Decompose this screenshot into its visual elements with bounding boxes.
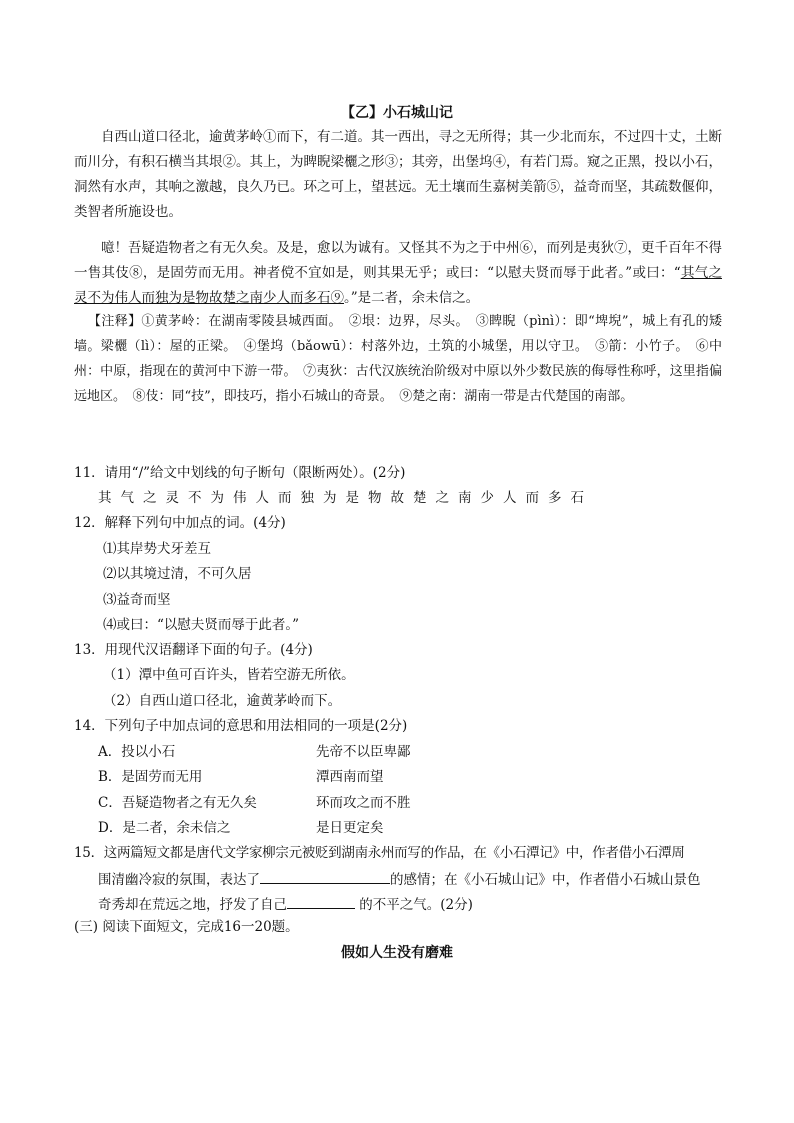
- question-14-option-c: C．吾疑造物者之有无久矣: [98, 795, 257, 811]
- question-15-line-2: [98, 869, 701, 889]
- question-11-sentence: 其气之灵不为伟人而独为是物故楚之南少人而多石: [98, 490, 593, 506]
- question-14-option-b-compare: 潭西南而望: [316, 769, 384, 785]
- question-12-item-4: ⑷或曰：“以慰夫贤而辱于此者。”: [103, 617, 300, 633]
- question-14-option-a-compare: 先帝不以臣卑鄙: [316, 744, 411, 760]
- underlined-sentence: 其气之灵不为伟人而独为是物故楚之南少人而多石⑨: [74, 265, 722, 306]
- question-12-item-1: ⑴其岸势犬牙差互: [103, 541, 211, 557]
- question-13-item-2: （2）自西山道口径北，逾黄茅岭而下。: [103, 693, 342, 709]
- question-15-line-1: 15．这两篇短文都是唐代文学家柳宗元被贬到湖南永州而写的作品，在《小石潭记》中，作者借小石潭周: [74, 845, 685, 861]
- q15-line3-a: 奇秀却在荒远之地，抒发了自己: [98, 897, 287, 913]
- question-13-item-1: （1）潭中鱼可百许头，皆若空游无所依。: [103, 667, 355, 683]
- q15-line2-a: 围清幽冷寂的氛围，表达了: [98, 872, 260, 888]
- passage-title: 【乙】小石城山记: [341, 105, 453, 121]
- q15-line2-b: 的感情；在《小石城山记》中，作者借小石城山景色: [390, 872, 701, 888]
- question-12-item-3: ⑶益奇而坚: [103, 592, 171, 608]
- question-11-stem: 11．请用“/”给文中划线的句子断句（限断两处）。(2分): [74, 465, 406, 481]
- q15-line3-b: 的不平之气。(2分): [355, 897, 473, 913]
- question-14-option-a: A．投以小石: [98, 744, 176, 760]
- question-12-stem: 12．解释下列句中加点的词。(4分): [74, 515, 286, 531]
- paragraph-2-text-b: 。”是二者，余未信之。: [344, 290, 480, 306]
- passage-paragraph-1: 自西山道口径北，逾黄茅岭①而下，有二道。其一西出，寻之无所得；其一少北而东，不过四十丈，土断而川分，有积石横当其垠②。其上，为睥睨梁欐之形③；其旁，出堡坞④，有若门焉。窥之正黑，投以小石，洞然有水声，其响之激越，良久乃已。环之可上，望甚远。无土壤而生嘉树美箭⑤，益奇而坚，其疏数偃仰，类智者所施设也。: [74, 129, 722, 220]
- answer-blank-1[interactable]: [260, 869, 390, 884]
- question-14-option-d-compare: 是日更定矣: [316, 820, 384, 836]
- annotations: 【注释】①黄茅岭：在湖南零陵县城西面。 ②垠：边界，尽头。 ③睥睨（pìnì）：即“埤堄”，城上有孔的矮墙。梁欐（lì）：屋的正梁。 ④堡坞（bǎowū）：村落外边，土筑的小城堡，用以守卫。 ⑤箭：小竹子。 ⑥中州：中原，指现在的黄河中下游一带。 ⑦夷狄：古代汉族统治阶级对中原以外少数民族的侮辱性称呼，这里指偏远地区。 ⑧伎：同“技”，即技巧，指小石城山的奇景。 ⑨楚之南：湖南一带是古代楚国的南部。: [74, 314, 722, 404]
- question-14-option-c-compare: 环而攻之而不胜: [316, 795, 411, 811]
- question-14-option-b: B．是固劳而无用: [98, 769, 203, 785]
- question-15-line-3: [98, 894, 473, 914]
- question-13-stem: 13．用现代汉语翻译下面的句子。(4分): [74, 642, 313, 658]
- section-3-heading: (三) 阅读下面短文，完成16一20题。: [74, 919, 299, 935]
- answer-blank-2[interactable]: [287, 894, 355, 909]
- question-12-item-2: ⑵以其境过清，不可久居: [103, 566, 252, 582]
- next-passage-title: 假如人生没有磨难: [341, 945, 453, 961]
- question-14-stem: 14．下列句子中加点词的意思和用法相同的一项是(2分): [74, 718, 408, 734]
- paragraph-2-text-a: 噫！吾疑造物者之有无久矣。及是，愈以为诚有。又怪其不为之于中州⑥，而列是夷狄⑦，更千百年不得一售其伎⑧，是固劳而无用。神者傥不宜如是，则其果无乎；或曰：“以慰夫贤而辱于此者。”或曰：“: [74, 240, 722, 281]
- question-14-option-d: D．是二者，余未信之: [98, 820, 231, 836]
- passage-paragraph-2: [74, 236, 722, 311]
